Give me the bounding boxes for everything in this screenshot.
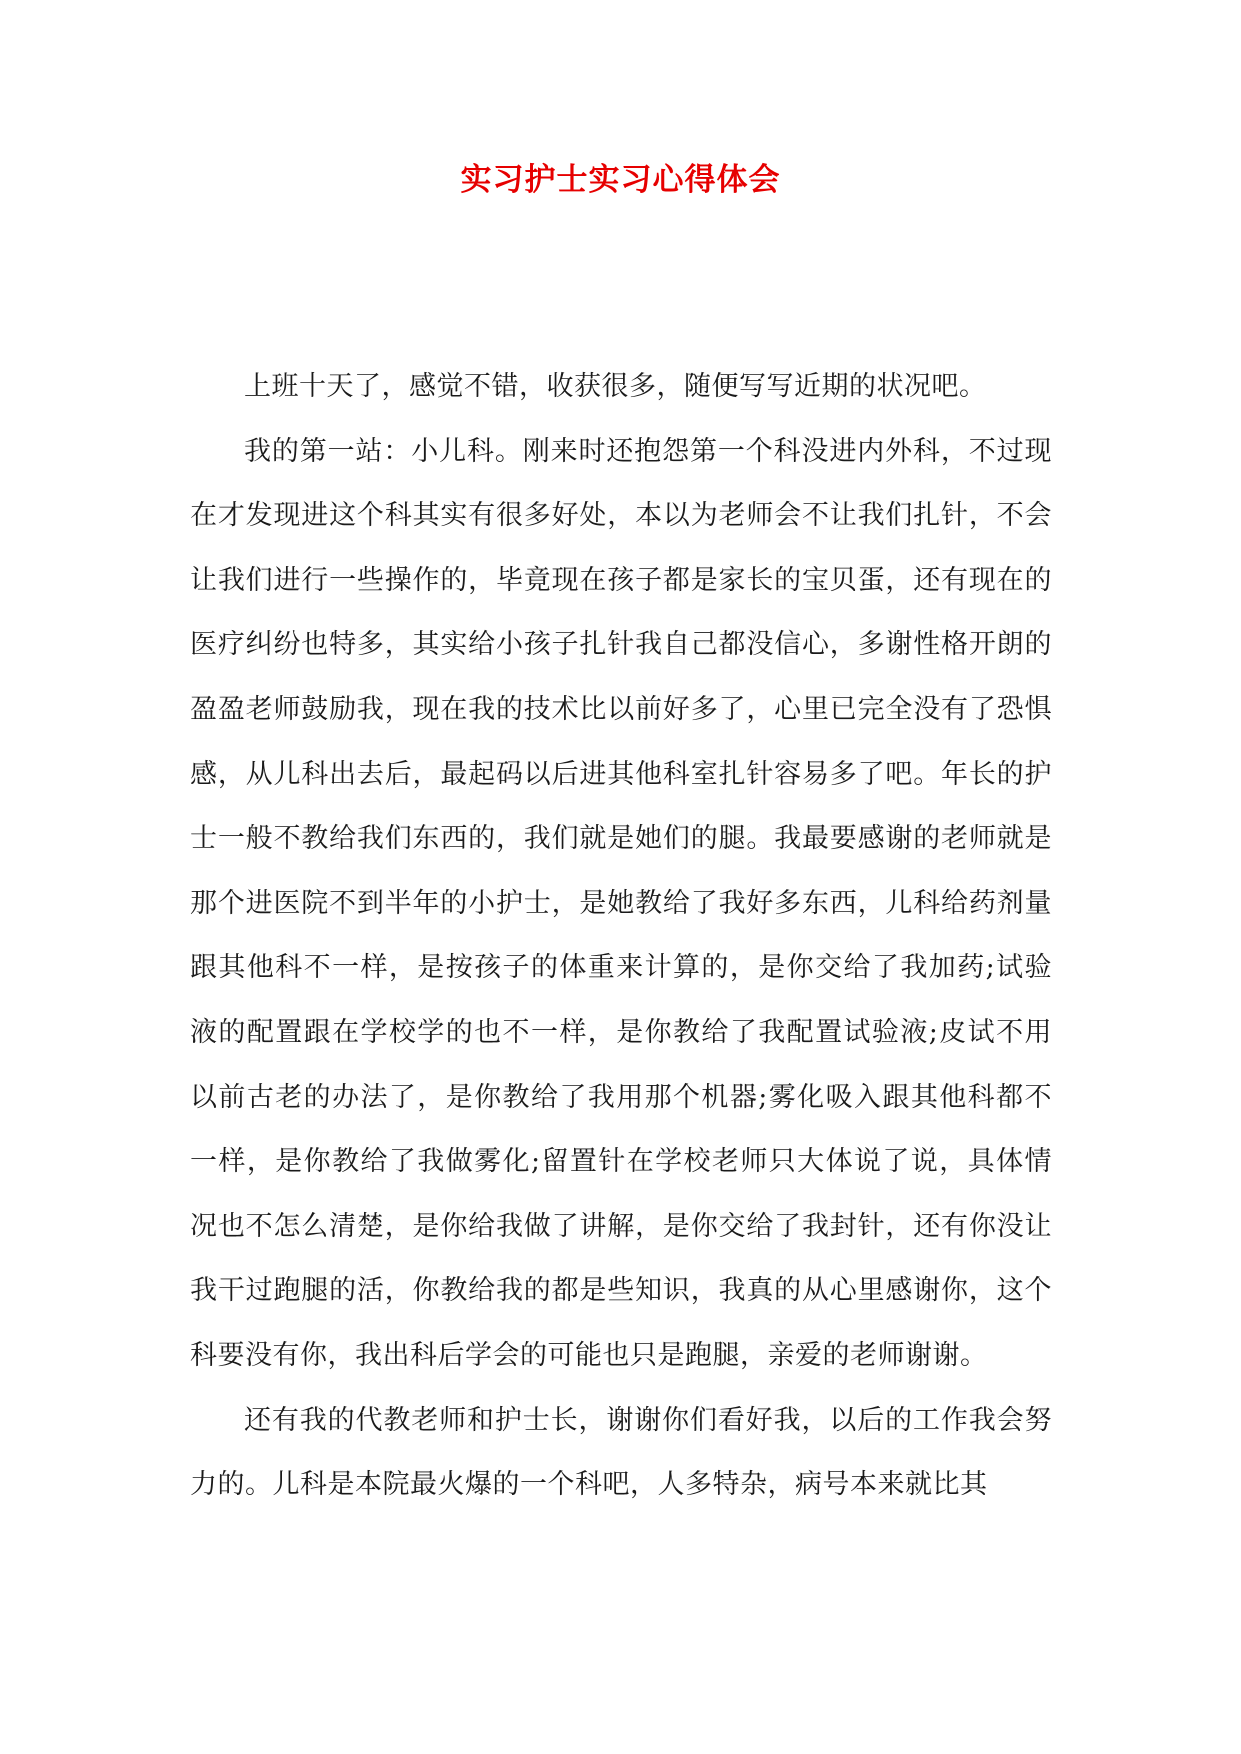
document-body: [190, 355, 1052, 1518]
paragraph-1: 上班十天了，感觉不错，收获很多，随便写写近期的状况吧。: [244, 371, 987, 402]
paragraph-2: 我的第一站：小儿科。刚来时还抱怨第一个科没进内外科，不过现在才发现进这个科其实有很多好处，本以为老师会不让我们扎针，不会让我们进行一些操作的，毕竟现在孩子都是家长的宝贝蛋，还有现在的医疗纠纷也特多，其实给小孩子扎针我自己都没信心，多谢性格开朗的盈盈老师鼓励我，现在我的技术比以前好多了，心里已完全没有了恐惧感，从儿科出去后，最起码以后进其他科室扎针容易多了吧。年长的护士一般不教给我们东西的，我们就是她们的腿。我最要感谢的老师就是那个进医院不到半年的小护士，是她教给了我好多东西，儿科给药剂量跟其他科不一样，是按孩子的体重来计算的，是你交给了我加药;试验液的配置跟在学校学的也不一样，是你教给了我配置试验液;皮试不用以前古老的办法了，是你教给了我用那个机器;雾化吸入跟其他科都不一样，是你教给了我做雾化;留置针在学校老师只大体说了说，具体情况也不怎么清楚，是你给我做了讲解，是你交给了我封针，还有你没让我干过跑腿的活，你教给我的都是些知识，我真的从心里感谢你，这个科要没有你，我出科后学会的可能也只是跑腿，亲爱的老师谢谢。: [190, 435, 1052, 1371]
paragraph-3: 还有我的代教老师和护士长，谢谢你们看好我，以后的工作我会努力的。儿科是本院最火爆的一个科吧，人多特杂，病号本来就比其: [190, 1404, 1052, 1501]
document-title: 实习护士实习心得体会: [460, 162, 781, 198]
